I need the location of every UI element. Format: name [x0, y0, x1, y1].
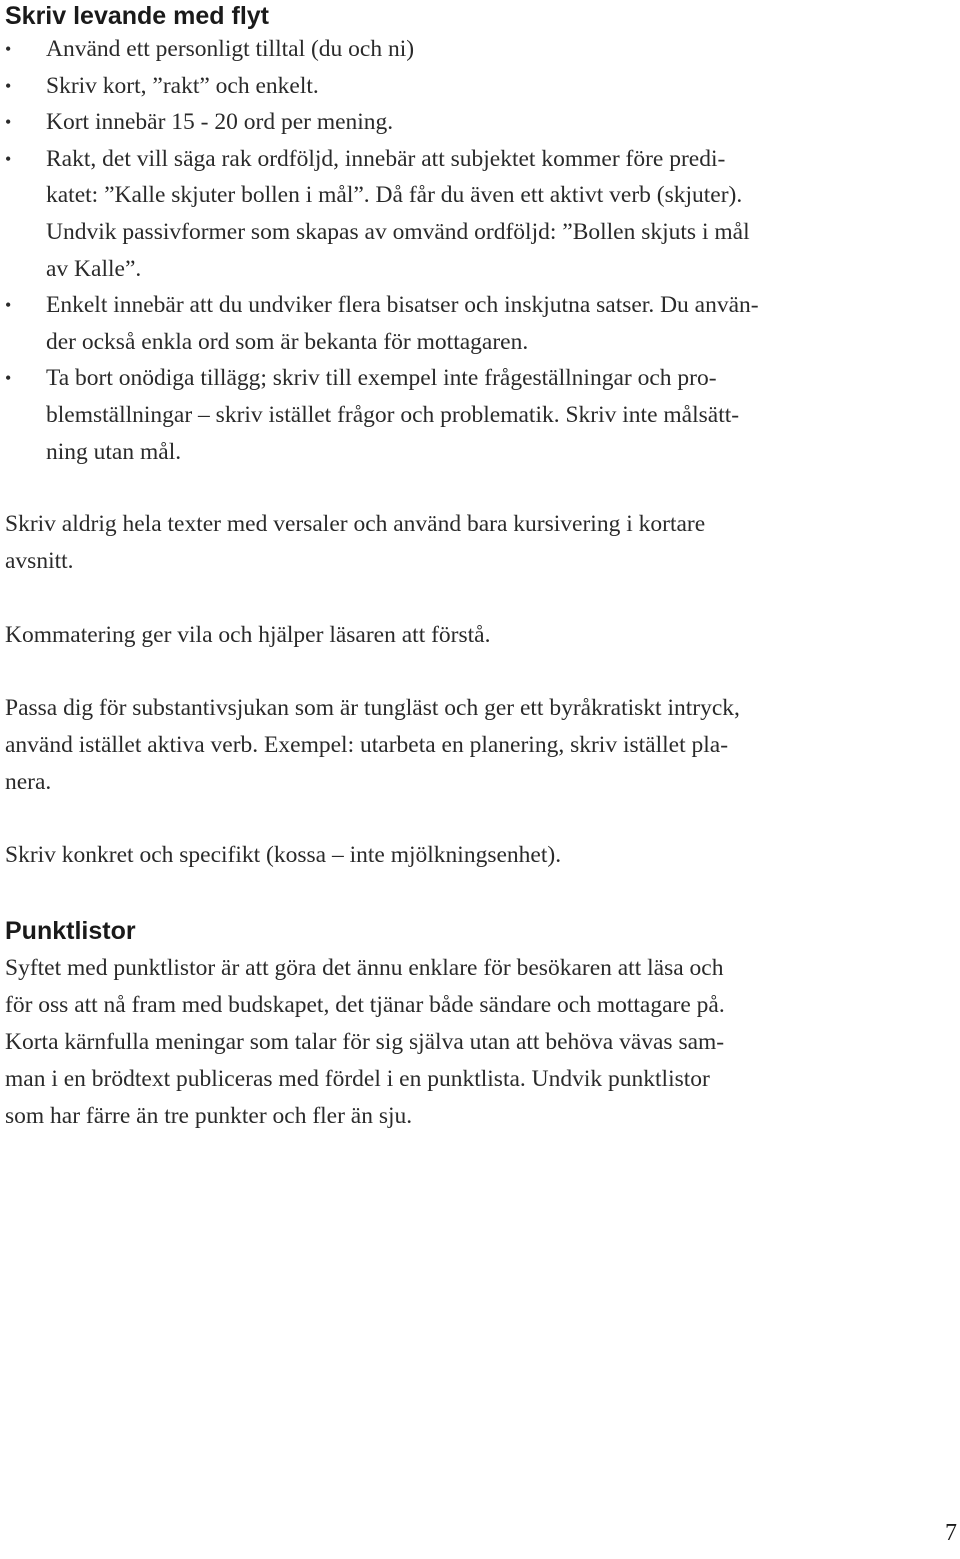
paragraph-versaler	[5, 506, 885, 580]
bullet-dot-icon: •	[5, 148, 12, 169]
document-page	[5, 0, 885, 1136]
bullet-line: der också enkla ord som är bekanta för mottagaren.	[46, 328, 529, 355]
paragraph-line: Skriv konkret och specifikt (kossa – inte mjölkningsenhet).	[5, 842, 562, 869]
paragraph-line: Syftet med punktlistor är att göra det ännu enklare för besökaren att läsa och	[5, 954, 724, 981]
bullet-line: Kort innebär 15 - 20 ord per mening.	[46, 109, 394, 136]
paragraph-line: avsnitt.	[5, 548, 74, 575]
page-number: 7	[945, 1520, 957, 1546]
bullet-item	[5, 68, 885, 105]
bullet-item	[5, 104, 885, 141]
bullet-line: katet: ”Kalle skjuter bollen i mål”. Då får du även ett aktivt verb (skjuter).	[46, 182, 743, 209]
paragraph-punktlistor	[5, 950, 885, 1136]
bullet-line: ning utan mål.	[46, 438, 182, 465]
paragraph-substantivsjukan	[5, 690, 885, 802]
paragraph-line: man i en brödtext publiceras med fördel i en punktlista. Undvik punktlistor	[5, 1066, 710, 1093]
bullet-item	[5, 287, 885, 360]
bullet-dot-icon: •	[5, 75, 12, 96]
bullet-item	[5, 360, 885, 470]
bullet-line: Ta bort onödiga tillägg; skriv till exempel inte frågeställningar och pro-	[46, 365, 717, 392]
section-heading-punktlistor: Punktlistor	[5, 916, 136, 945]
bullet-dot-icon: •	[5, 39, 12, 59]
bullet-line: Enkelt innebär att du undviker flera bisatser och inskjutna satser. Du använ-	[46, 292, 759, 319]
paragraph-line: för oss att nå fram med budskapet, det tjänar både sändare och mottagare på.	[5, 991, 725, 1018]
paragraph-line: Skriv aldrig hela texter med versaler och använd bara kursivering i kortare	[5, 511, 706, 538]
paragraph-konkret	[5, 837, 885, 874]
section-heading-flyt: Skriv levande med flyt	[5, 2, 270, 30]
bullet-line: Skriv kort, ”rakt” och enkelt.	[46, 72, 319, 99]
bullet-item	[5, 141, 885, 287]
bullet-line: Rakt, det vill säga rak ordföljd, innebär att subjektet kommer före predi-	[46, 145, 726, 172]
bullet-dot-icon: •	[5, 368, 12, 389]
bullet-dot-icon: •	[5, 112, 12, 133]
bullet-dot-icon: •	[5, 295, 12, 316]
paragraph-line: använd istället aktiva verb. Exempel: utarbeta en planering, skriv istället pla-	[5, 731, 729, 758]
bullet-line: av Kalle”.	[46, 255, 142, 282]
paragraph-line: Kommatering ger vila och hjälper läsaren att förstå.	[5, 621, 491, 648]
bullet-line: Undvik passivformer som skapas av omvänd ordföljd: ”Bollen skjuts i mål	[46, 218, 750, 245]
bullet-line: Använd ett personligt tilltal (du och ni)	[46, 36, 415, 62]
paragraph-line: som har färre än tre punkter och fler än sju.	[5, 1103, 413, 1130]
paragraph-kommatering	[5, 617, 885, 654]
paragraph-line: Korta kärnfulla meningar som talar för sig själva utan att behöva vävas sam-	[5, 1028, 725, 1055]
bullet-item	[5, 31, 885, 68]
bullet-line: blemställningar – skriv istället frågor och problematik. Skriv inte målsätt-	[46, 401, 740, 428]
bullet-list	[5, 31, 885, 470]
paragraph-line: nera.	[5, 769, 52, 796]
paragraph-line: Passa dig för substantivsjukan som är tungläst och ger ett byråkratiskt intryck,	[5, 694, 740, 721]
